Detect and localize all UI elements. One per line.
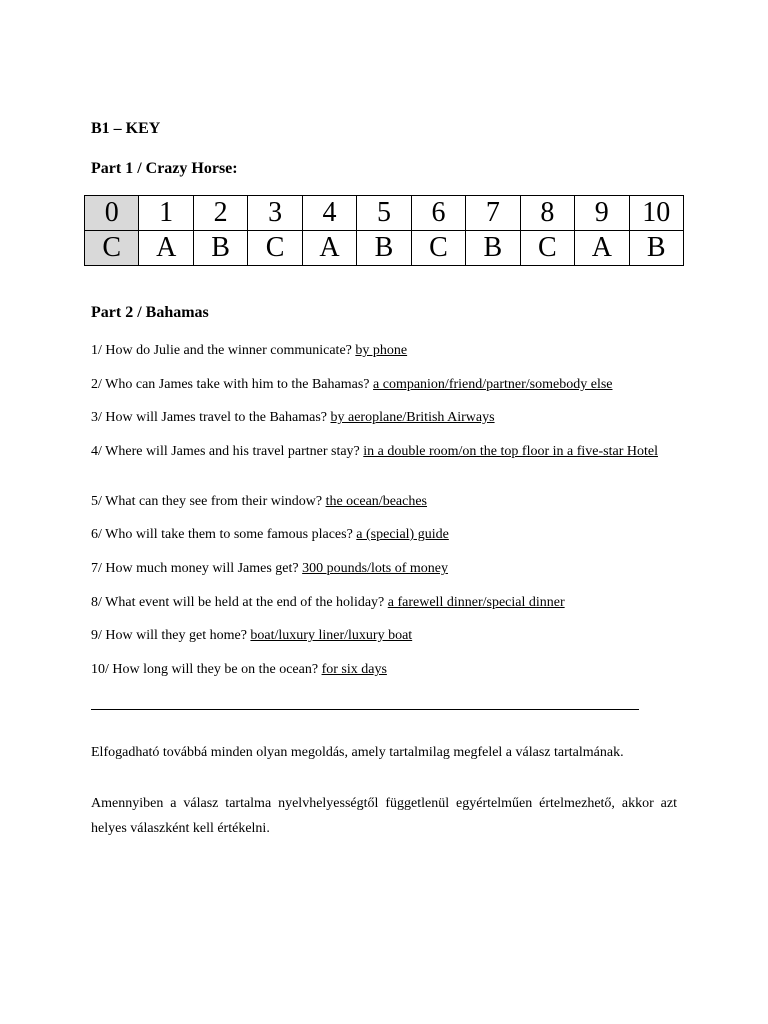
question-item	[91, 627, 677, 644]
answer-letter-row	[85, 231, 684, 266]
answer-key-table	[84, 195, 684, 266]
document-title: B1 – KEY	[91, 120, 161, 137]
key-answer-cell: A	[575, 231, 629, 266]
question-text: 9/ How will they get home?	[91, 628, 247, 643]
answer-text: the ocean/beaches	[325, 494, 428, 509]
key-answer-cell: A	[302, 231, 356, 266]
answer-text: in a double room/on the top floor in a five-star Hotel	[363, 444, 658, 459]
answer-text: 300 pounds/lots of money	[302, 561, 448, 576]
question-text: 1/ How do Julie and the winner communicate?	[91, 343, 352, 358]
question-text: 4/ Where will James and his travel partner stay?	[91, 444, 360, 459]
question-number-row	[85, 196, 684, 231]
key-number-cell: 0	[85, 196, 139, 231]
key-answer-cell: C	[520, 231, 574, 266]
question-text: 5/ What can they see from their window?	[91, 494, 323, 509]
question-item	[91, 493, 677, 510]
key-answer-cell: C	[248, 231, 302, 266]
question-text: 3/ How will James travel to the Bahamas?	[91, 410, 327, 425]
note-paragraph: Amennyiben a válasz tartalma nyelvhelyességtől függetlenül egyértelműen értelmezhető, akkor azt helyes válaszként kell értékelni.	[91, 796, 677, 836]
question-item	[91, 376, 677, 393]
key-answer-cell: B	[629, 231, 683, 266]
question-item	[91, 443, 677, 460]
answer-text: a farewell dinner/special dinner	[387, 595, 565, 610]
key-number-cell: 5	[357, 196, 411, 231]
note-paragraph: Elfogadható továbbá minden olyan megoldás, amely tartalmilag megfelel a válasz tartalmának.	[91, 745, 624, 760]
question-item	[91, 594, 677, 611]
key-number-cell: 2	[193, 196, 247, 231]
answer-text: by aeroplane/British Airways	[330, 410, 495, 425]
key-number-cell: 9	[575, 196, 629, 231]
key-answer-cell: A	[139, 231, 193, 266]
question-item	[91, 342, 677, 359]
question-item	[91, 560, 677, 577]
part2-heading: Part 2 / Bahamas	[91, 304, 209, 321]
question-text: 2/ Who can James take with him to the Bahamas?	[91, 377, 370, 392]
question-text: 6/ Who will take them to some famous places?	[91, 527, 353, 542]
key-answer-cell: B	[357, 231, 411, 266]
key-answer-cell: C	[411, 231, 465, 266]
answer-text: for six days	[321, 662, 387, 677]
question-text: 10/ How long will they be on the ocean?	[91, 662, 319, 677]
answer-text: by phone	[355, 343, 408, 358]
answer-text: boat/luxury liner/luxury boat	[250, 628, 413, 643]
question-item	[91, 661, 677, 678]
key-answer-cell: B	[193, 231, 247, 266]
key-number-cell: 1	[139, 196, 193, 231]
question-item	[91, 526, 677, 543]
answer-text: a companion/friend/partner/somebody else	[373, 377, 613, 392]
key-number-cell: 6	[411, 196, 465, 231]
question-item	[91, 409, 677, 426]
key-answer-cell: C	[85, 231, 139, 266]
divider-line	[91, 709, 639, 710]
part1-heading: Part 1 / Crazy Horse:	[91, 160, 238, 177]
question-text: 8/ What event will be held at the end of the holiday?	[91, 595, 385, 610]
key-number-cell: 7	[466, 196, 520, 231]
answer-text: a (special) guide	[356, 527, 449, 542]
key-number-cell: 4	[302, 196, 356, 231]
key-number-cell: 8	[520, 196, 574, 231]
key-answer-cell: B	[466, 231, 520, 266]
key-number-cell: 3	[248, 196, 302, 231]
key-number-cell: 10	[629, 196, 683, 231]
question-text: 7/ How much money will James get?	[91, 561, 299, 576]
